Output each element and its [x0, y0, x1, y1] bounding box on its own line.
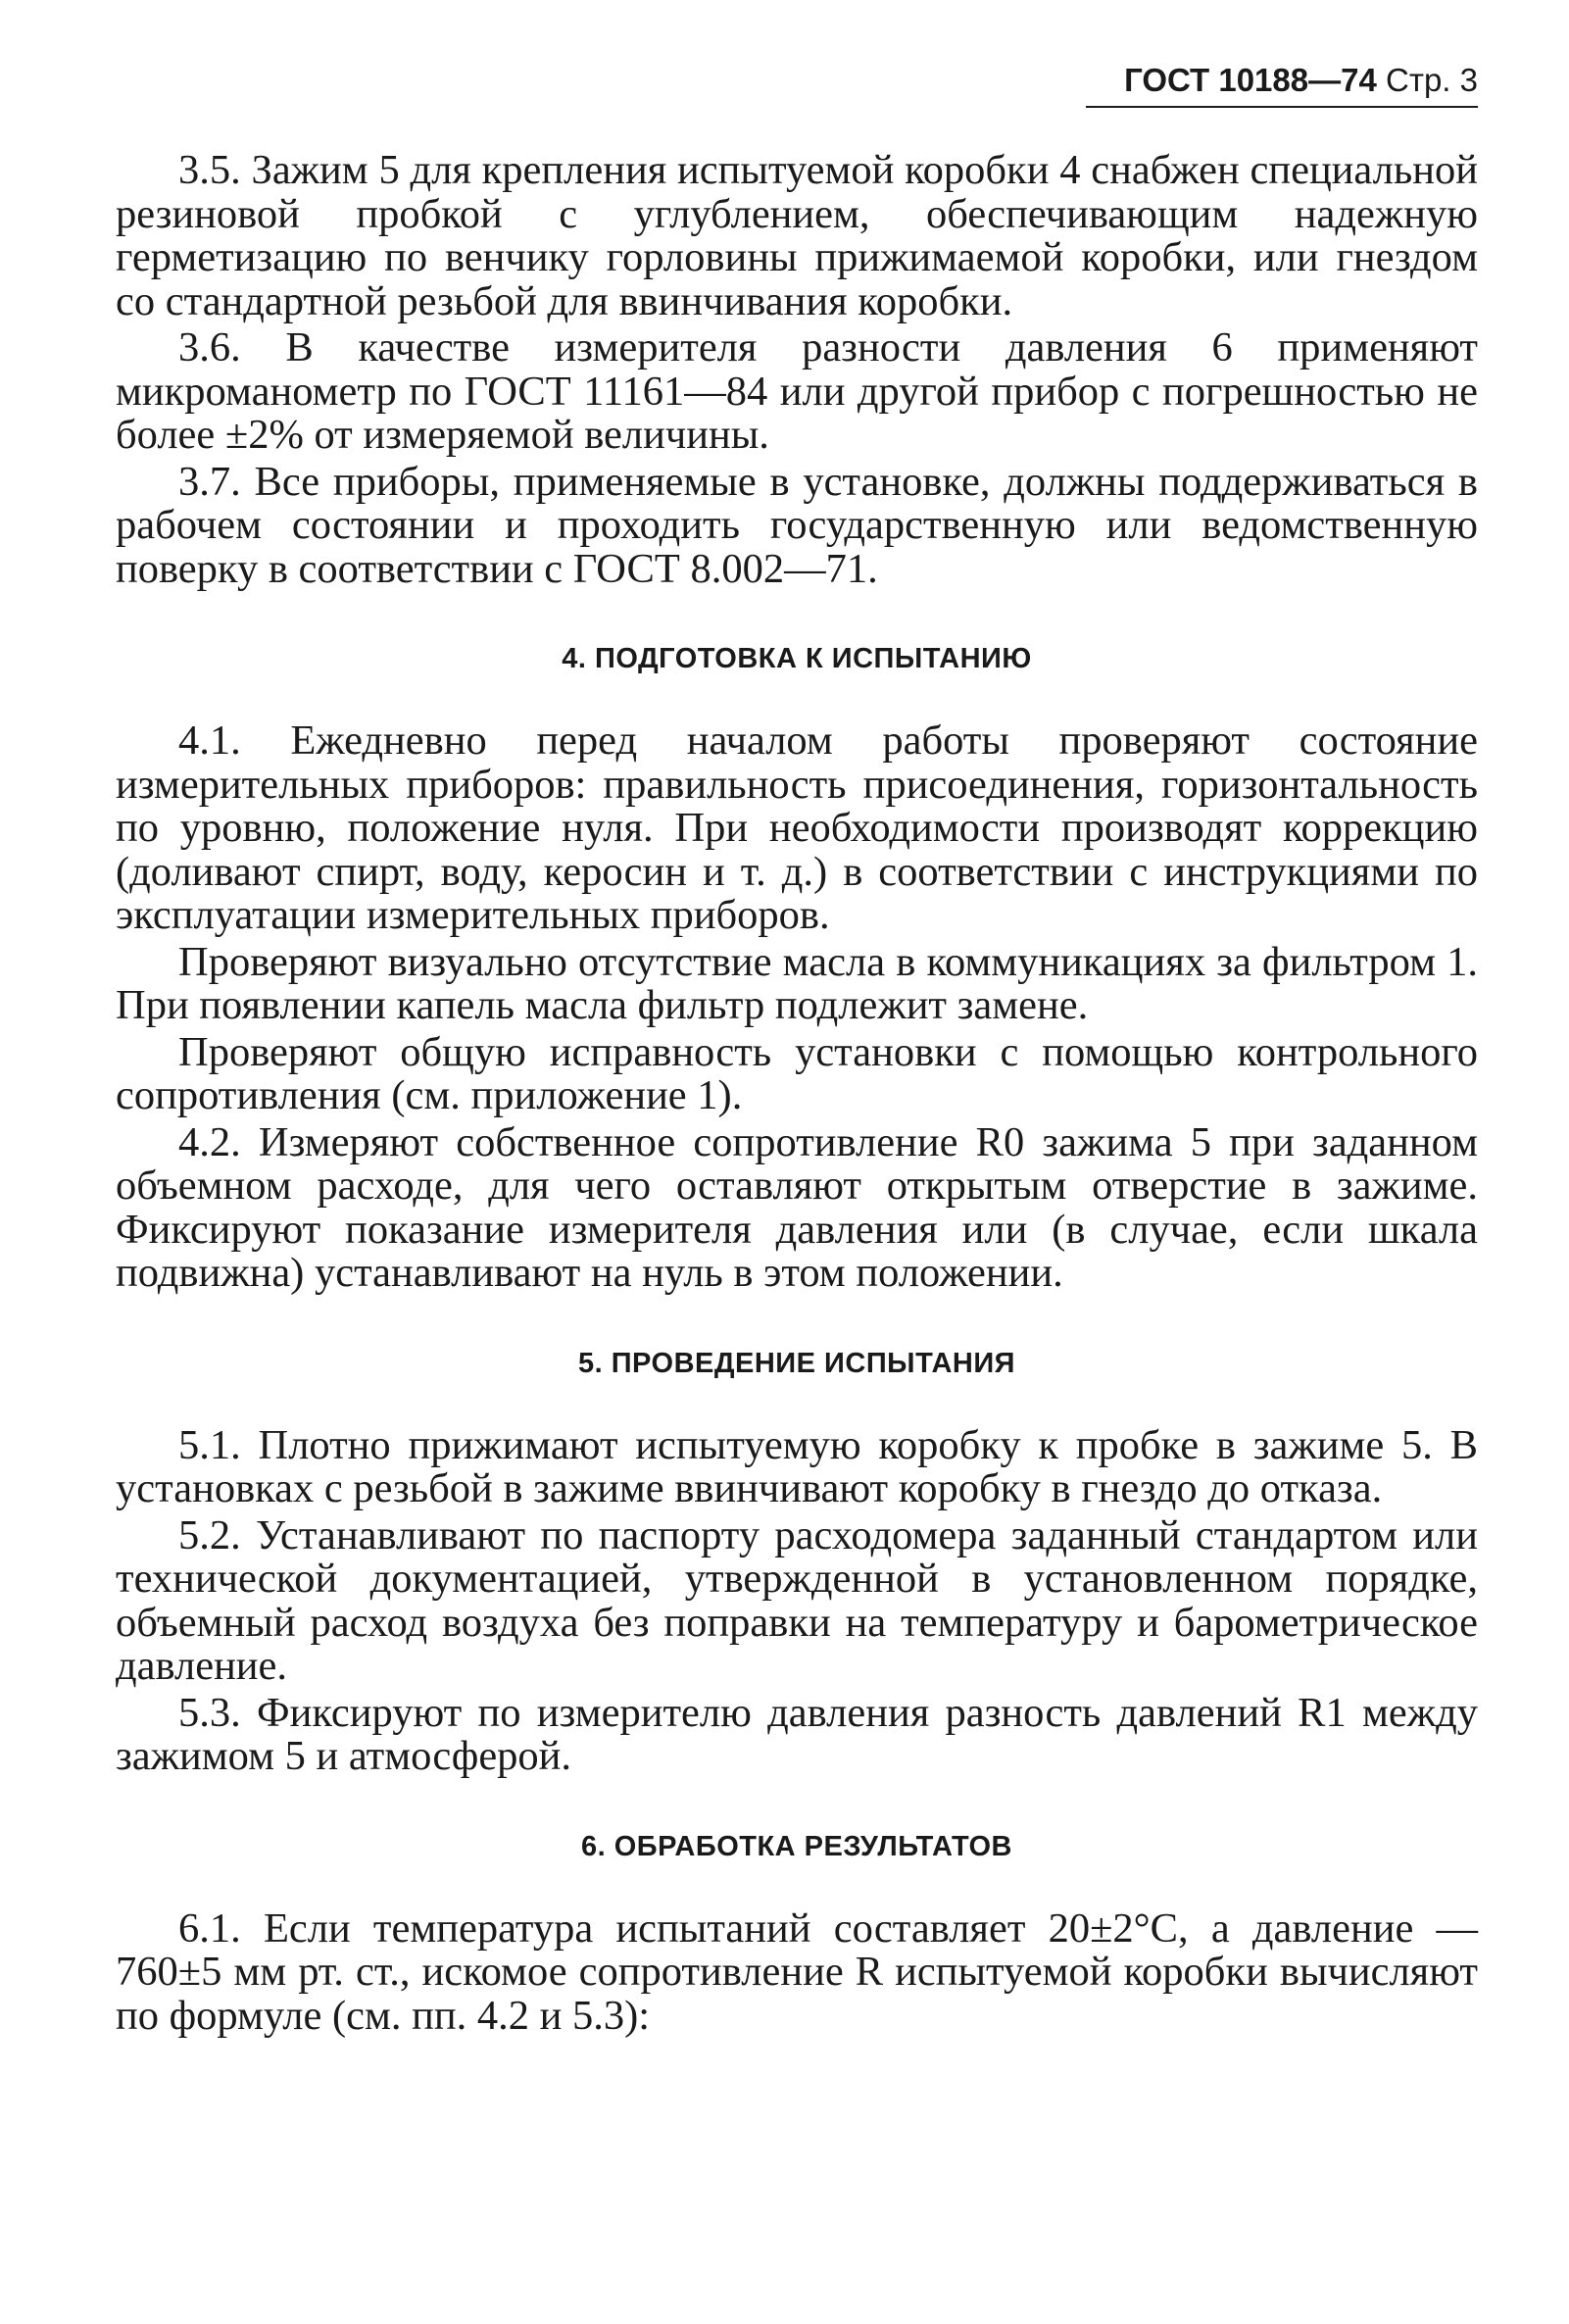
paragraph-4-1-control-check: Проверяют общую исправность установки с помощью контрольного сопротивления (см. приложение 1).	[116, 1028, 1478, 1118]
section-heading-4: 4. ПОДГОТОВКА К ИСПЫТАНИЮ	[562, 643, 1032, 674]
page-number: Стр. 3	[1386, 62, 1478, 98]
paragraph-4-1-oil-check: Проверяют визуально отсутствие масла в коммуникациях за фильтром 1. При появлении капель масла фильтр подлежит замене.	[116, 938, 1478, 1028]
paragraph-4-1: 4.1. Ежедневно перед началом работы проверяют состояние измерительных приборов: правильность присоединения, горизонтальность по уровню, положение нуля. При необходимости производят коррекцию (доливают спирт, воду, керосин и т. д.) в соответствии с инструкциями по эксплуатации измерительных приборов.	[116, 717, 1478, 938]
paragraph-3-6: 3.6. В качестве измерителя разности давления 6 применяют микроманометр по ГОСТ 11161—84 или другой прибор с погрешностью не более ±2% от измеряемой величины.	[116, 324, 1478, 458]
section-heading-5: 5. ПРОВЕДЕНИЕ ИСПЫТАНИЯ	[577, 1347, 1016, 1379]
paragraph-5-3: 5.3. Фиксируют по измерителю давления разность давлений R1 между зажимом 5 и атмосферой.	[116, 1689, 1478, 1779]
paragraph-3-5: 3.5. Зажим 5 для крепления испытуемой коробки 4 снабжен специальной резиновой пробкой с углублением, обеспечивающим надежную герметизацию по венчику горловины прижимаемой коробки, или гнездом со стандартной резьбой для ввинчивания коробки.	[116, 147, 1478, 324]
paragraph-5-2: 5.2. Устанавливают по паспорту расходомера заданный стандартом или технической документацией, утвержденной в установленном порядке, объемный расход воздуха без поправки на температуру и барометрическое давление.	[116, 1511, 1478, 1689]
section-heading-6: 6. ОБРАБОТКА РЕЗУЛЬТАТОВ	[580, 1830, 1013, 1862]
paragraph-4-2: 4.2. Измеряют собственное сопротивление R0 зажима 5 при заданном объемном расходе, для чего оставляют открытым отверстие в зажиме. Фиксируют показание измерителя давления или (в случае, если шкала подвижна) устанавливают на нуль в этом положении.	[116, 1118, 1478, 1296]
paragraph-6-1: 6.1. Если температура испытаний составляет 20±2°С, а давление — 760±5 мм рт. ст., искомое сопротивление R испытуемой коробки вычисляют по формуле (см. пп. 4.2 и 5.3):	[116, 1904, 1478, 2039]
running-header	[1086, 59, 1478, 108]
paragraph-5-1: 5.1. Плотно прижимают испытуемую коробку к пробке в зажиме 5. В установках с резьбой в зажиме ввинчивают коробку в гнездо до отказа.	[116, 1421, 1478, 1511]
document-page	[116, 59, 1478, 2038]
paragraph-3-7: 3.7. Все приборы, применяемые в установке, должны поддерживаться в рабочем состоянии и проходить государственную или ведомственную поверку в соответствии с ГОСТ 8.002—71.	[116, 458, 1478, 592]
standard-number: ГОСТ 10188—74	[1124, 62, 1377, 98]
